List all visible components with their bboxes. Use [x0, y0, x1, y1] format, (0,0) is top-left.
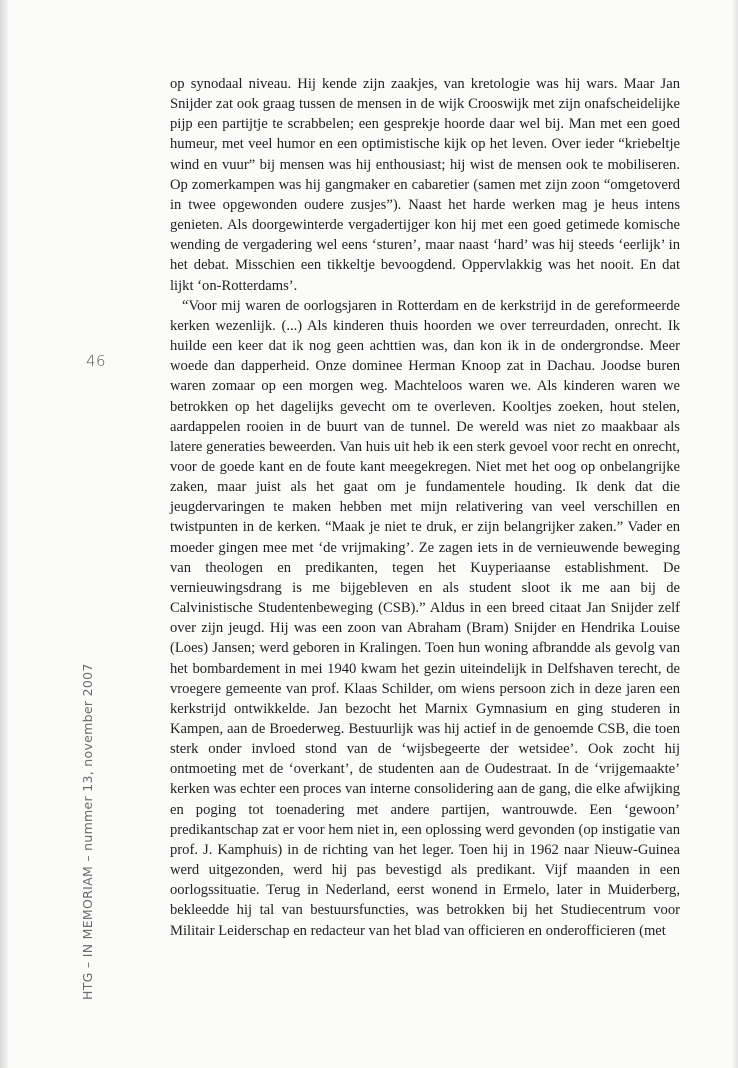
- paragraph-1: op synodaal niveau. Hij kende zijn zaakjes, van kretologie was hij wars. Maar Jan Snijder zat ook graag tussen de mensen in de wijk Crooswijk met zijn onafscheidelijke pijp een partijtje te scrabbelen; een gesprekje hoorde daar wel bij. Man met een goed humeur, met veel humor en een optimistische kijk op het leven. Over ieder “kriebeltje wind en vuur” bij mensen was hij enthousiast; hij wist de mensen ook te mobiliseren. Op zomerkampen was hij gangmaker en cabaretier (samen met zijn zoon “omgetoverd in twee opgewonden oudere zusjes”). Naast het harde werken mag je heus intens genieten. Als doorgewinterde vergadertijger kon hij met een goed getimede komische wending de vergadering wel eens ‘sturen’, maar naast ‘hard’ was hij steeds ‘eerlijk’ in het debat. Misschien een tikkeltje bevoogdend. Oppervlakkig was het nooit. En dat lijkt ‘on-Rotterdams’.: [170, 76, 680, 294]
- paragraph-2: “Voor mij waren de oorlogsjaren in Rotterdam en de kerkstrijd in de gereformeerde kerken wezenlijk. (...) Als kinderen thuis hoorden we over terreurdaden, onrecht. Ik huilde een keer dat ik nog geen achttien was, dan kon ik in de ondergrondse. Meer woede dan dapperheid. Onze dominee Herman Knoop zat in Dachau. Joodse buren waren zomaar op een morgen weg. Machteloos waren we. Als kinderen waren we betrokken op het dagelijks gevecht om te overleven. Kooltjes zoeken, hout stelen, aardappelen rooien in de buurt van de tunnel. De wereld was niet zo maakbaar als latere generaties beweerden. Van huis uit heb ik een sterk gevoel voor recht en onrecht, voor de goede kant en de foute kant meegekregen. Niet met het oog op onbelangrijke zaken, maar juist als het gaat om je fundamentele houding. Ik denk dat die jeugdervaringen te maken hebben met mijn relativering van veel verschillen en twistpunten in de kerken. “Maak je niet te druk, er zijn belangrijker zaken.” Vader en moeder gingen mee met ‘de vrijmaking’. Ze zagen iets in de vernieuwende beweging van theologen en predikanten, tegen het Kuyperiaanse establishment. De vernieuwingsdrang is me bijgebleven en als student sloot ik me aan bij de Calvinistische Studentenbeweging (CSB).” Aldus in een breed citaat Jan Snijder zelf over zijn jeugd. Hij was een zoon van Abraham (Bram) Snijder en Hendrika Louise (Loes) Jansen; werd geboren in Kralingen. Toen hun woning afbrandde als gevolg van het bombardement in mei 1940 kwam het gezin uiteindelijk in Delfshaven terecht, de vroegere gemeente van prof. Klaas Schilder, om wiens persoon zich in deze jaren een kerkstrijd ontwikkelde. Jan bezocht het Marnix Gymnasium en ging studeren in Kampen, aan de Broederweg. Bestuurlijk was hij actief in de genoemde CSB, die toen sterk onder invloed stond van de ‘wijsbegeerte der wetsidee’. Ook zocht hij ontmoeting met de ‘overkant’, de studenten aan de Oudestraat. In de ‘vrijgemaakte’ kerken was echter een proces van interne consolidering aan de gang, die elke afwijking en poging tot toenadering met andere partijen, wantrouwde. Een ‘gewoon’ predikantschap zat er voor hem niet in, een oplossing werd gevonden (op instigatie van prof. J. Kamphuis) in de richting van het leger. Toen hij in 1962 naar Nieuw-Guinea werd uitgezonden, werd hij pas bevestigd als predikant. Vijf maanden in een oorlogssituatie. Terug in Nederland, eerst wonend in Ermelo, later in Muiderberg, bekleedde hij tal van bestuursfuncties, was betrokken bij het Studiecentrum voor Militair Leiderschap en redacteur van het blad van officieren en onderofficieren (met: [170, 297, 680, 939]
- body-text: [170, 74, 680, 941]
- scan-edge-left: [0, 0, 8, 1068]
- page-number: 46: [86, 352, 107, 370]
- scan-edge-right: [732, 0, 738, 1068]
- running-head: HTG – IN MEMORIAM – nummer 13, november 2007: [80, 663, 95, 1000]
